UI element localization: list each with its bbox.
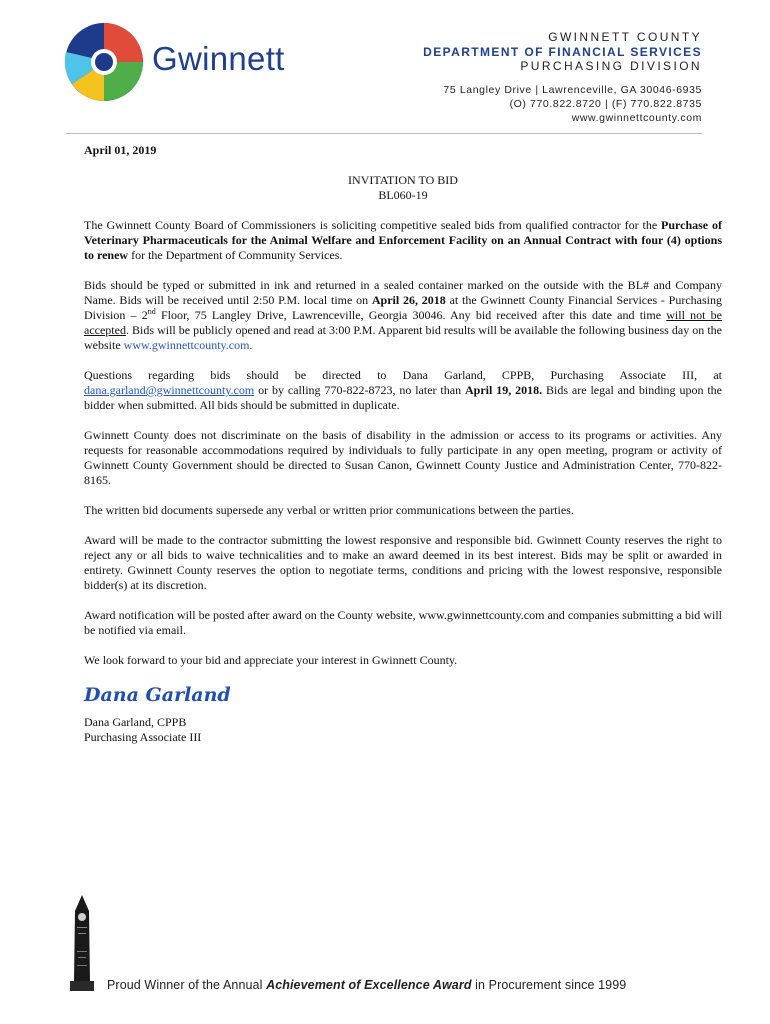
signer-name: Dana Garland, CPPB — [84, 715, 187, 729]
bid-number: BL060-19 — [378, 188, 428, 202]
website-link[interactable]: www.gwinnettcounty.com — [123, 338, 250, 352]
email-link[interactable]: dana.garland@gwinnettcounty.com — [84, 383, 255, 397]
county-name: GWINNETT COUNTY — [548, 30, 702, 44]
signature: Dana Garland — [84, 684, 231, 706]
footer-award-text: Proud Winner of the Annual Achievement of Excellence Award in Procurement since 1999 — [107, 978, 627, 992]
signer-title: Purchasing Associate III — [84, 730, 202, 744]
paragraph-intro: The Gwinnett County Board of Commissioners is soliciting competitive sealed bids from qualified contractor for the Purchase of Veterinary Pharmaceuticals for the Animal Welfare and Enforcement Facility on an Annual Contract with four (4) options to renew for the Department of Community Services. — [84, 218, 722, 262]
paragraph-nondiscrimination: Gwinnett County does not discriminate on the basis of disability in the admission or access to its programs or activities. Any requests for reasonable accommodations required by individuals to fully participate in any open meeting, program or activity of Gwinnett County Government should be directed to Susan Canon, Gwinnett County Justice and Administration Center, 770-822-8165. — [84, 428, 722, 487]
gwinnett-logo-icon — [64, 22, 144, 102]
paragraph-closing: We look forward to your bid and appreciate your interest in Gwinnett County. — [84, 653, 458, 667]
division-name: PURCHASING DIVISION — [520, 59, 702, 73]
paragraph-questions: Questions regarding bids should be directed to Dana Garland, CPPB, Purchasing Associate III, at dana.garland@gwinnettcounty.com or by calling 770-822-8723, no later than April 19, 2018. Bids are legal and binding upon the bidder when submitted. All bids should be submitted in duplicate. — [84, 368, 722, 412]
phone-fax: (O) 770.822.8720 | (F) 770.822.8735 — [509, 98, 702, 110]
title-line: INVITATION TO BID — [348, 173, 458, 187]
paragraph-supersede: The written bid documents supersede any verbal or written prior communications between the parties. — [84, 503, 574, 517]
paragraph-submission: Bids should be typed or submitted in ink and returned in a sealed container marked on the outside with the BL# and Company Name. Bids will be received until 2:50 P.M. local time on April 26, 2018 at the Gwinnett County Financial Services - Purchasing Division – 2nd Floor, 75 Langley Drive, Lawrenceville, Georgia 30046. Any bid received after this date and time will not be accepted. Bids will be publicly opened and read at 3:00 P.M. Apparent bid results will be available the following business day on the website www.gwinnettcounty.com. — [84, 278, 723, 352]
website: www.gwinnettcounty.com — [571, 112, 702, 124]
award-trophy-icon — [67, 893, 97, 993]
department-name: DEPARTMENT OF FINANCIAL SERVICES — [423, 44, 702, 59]
paragraph-award: Award will be made to the contractor submitting the lowest responsive and responsible bid. Gwinnett County reserves the right to reject any or all bids to waive technicalities and to make an award deemed in its best interest. Bids may be split or awarded in entirety. Gwinnett County reserves the option to negotiate terms, conditions and pricing with the lowest responsive, responsible bidder(s) at its discretion. — [84, 533, 722, 592]
logo-wordmark: Gwinnett — [152, 40, 285, 77]
letter-title — [84, 173, 722, 203]
contact-block — [443, 83, 702, 125]
signer-block — [84, 715, 722, 745]
paragraph-notification: Award notification will be posted after award on the County website, www.gwinnettcounty.com and companies submitting a bid will be notified via email. — [84, 608, 722, 637]
letter-date: April 01, 2019 — [84, 143, 157, 157]
header-divider — [66, 133, 702, 134]
letter-body — [84, 143, 722, 745]
address: 75 Langley Drive | Lawrenceville, GA 30046-6935 — [443, 84, 702, 96]
agency-heading — [423, 30, 702, 74]
